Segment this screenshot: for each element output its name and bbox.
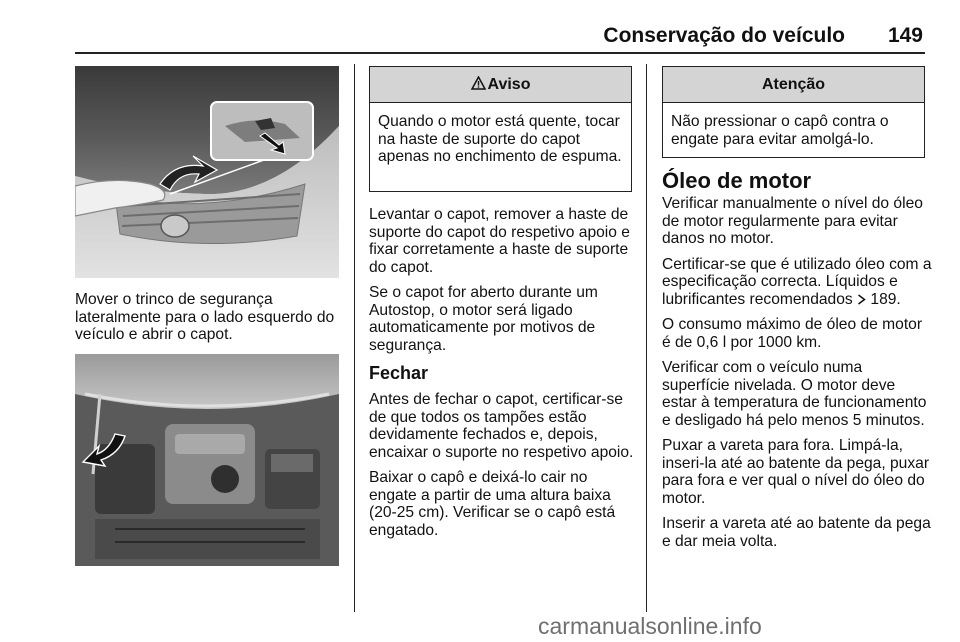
heading-close: Fechar	[369, 363, 429, 383]
paragraph: Antes de fechar o capot, certificar-se de que todos os tampões estão devidamente fechados e, depois, encaixar o suporte no respetivo apoio.	[369, 391, 634, 461]
paragraph: Verificar com o veículo numa superfície nivelada. O motor deve estar à temperatura de funcionamento e desligado há pelo menos 5 minutos.	[662, 359, 927, 429]
warning-box	[369, 66, 632, 192]
attention-text: Não pressionar o capô contra o engate para evitar amolgá-lo.	[671, 113, 889, 148]
hood-release-image	[75, 66, 339, 278]
column2-body	[369, 206, 635, 362]
paragraph: Levantar o capot, remover a haste de suporte do capot do respetivo apoio e fixar corretamente a haste de suporte do capot.	[369, 206, 630, 276]
column2-body-close	[369, 391, 635, 547]
paragraph: Baixar o capô e deixá-lo cair no engate a partir de uma altura baixa (20-25 cm). Verificar se o capô está engatado.	[369, 469, 616, 539]
column-divider	[354, 64, 355, 612]
warning-triangle-icon	[471, 76, 486, 90]
paragraph: O consumo máximo de óleo de motor é de 0,6 l por 1000 km.	[662, 316, 923, 351]
paragraph-text: Certificar-se que é utilizado óleo com a especificação correcta. Líquidos e lubrificantes recomendados	[662, 255, 932, 308]
paragraph: Puxar a vareta para fora. Limpá-la, inseri-la até ao batente da pega, puxar para fora e ver qual o nível do óleo do motor.	[662, 437, 930, 507]
header-rule	[75, 52, 925, 54]
watermark: carmanualsonline.info	[538, 613, 762, 639]
attention-title: Atenção	[663, 67, 924, 103]
attention-box	[662, 66, 925, 158]
paragraph: Inserir a vareta até ao batente da pega e dar meia volta.	[662, 515, 931, 550]
heading-engine-oil: Óleo de motor	[662, 168, 812, 193]
column-divider	[646, 64, 647, 612]
page-header	[75, 24, 925, 52]
column3-body	[662, 195, 932, 558]
warning-title: Aviso	[487, 76, 531, 93]
warning-text: Quando o motor está quente, tocar na haste de suporte do capot apenas no enchimento de espuma.	[378, 113, 622, 165]
section-title: Conservação do veículo	[603, 24, 845, 47]
page-number: 149	[887, 24, 923, 47]
paragraph	[662, 256, 932, 309]
page-reference-arrow-icon	[857, 294, 866, 305]
engine-bay-image	[75, 354, 339, 566]
warning-box-header	[370, 67, 631, 103]
paragraph: Se o capot for aberto durante um Autostop, o motor será ligado automaticamente por motivos de segurança.	[369, 284, 598, 354]
caption-hood-release	[75, 291, 343, 352]
caption-text: Mover o trinco de segurança lateralmente para o lado esquerdo do veículo e abrir o capot.	[75, 291, 335, 343]
paragraph: Verificar manualmente o nível do óleo de motor regularmente para evitar danos no motor.	[662, 195, 923, 247]
page-reference[interactable]: 189.	[870, 290, 901, 308]
